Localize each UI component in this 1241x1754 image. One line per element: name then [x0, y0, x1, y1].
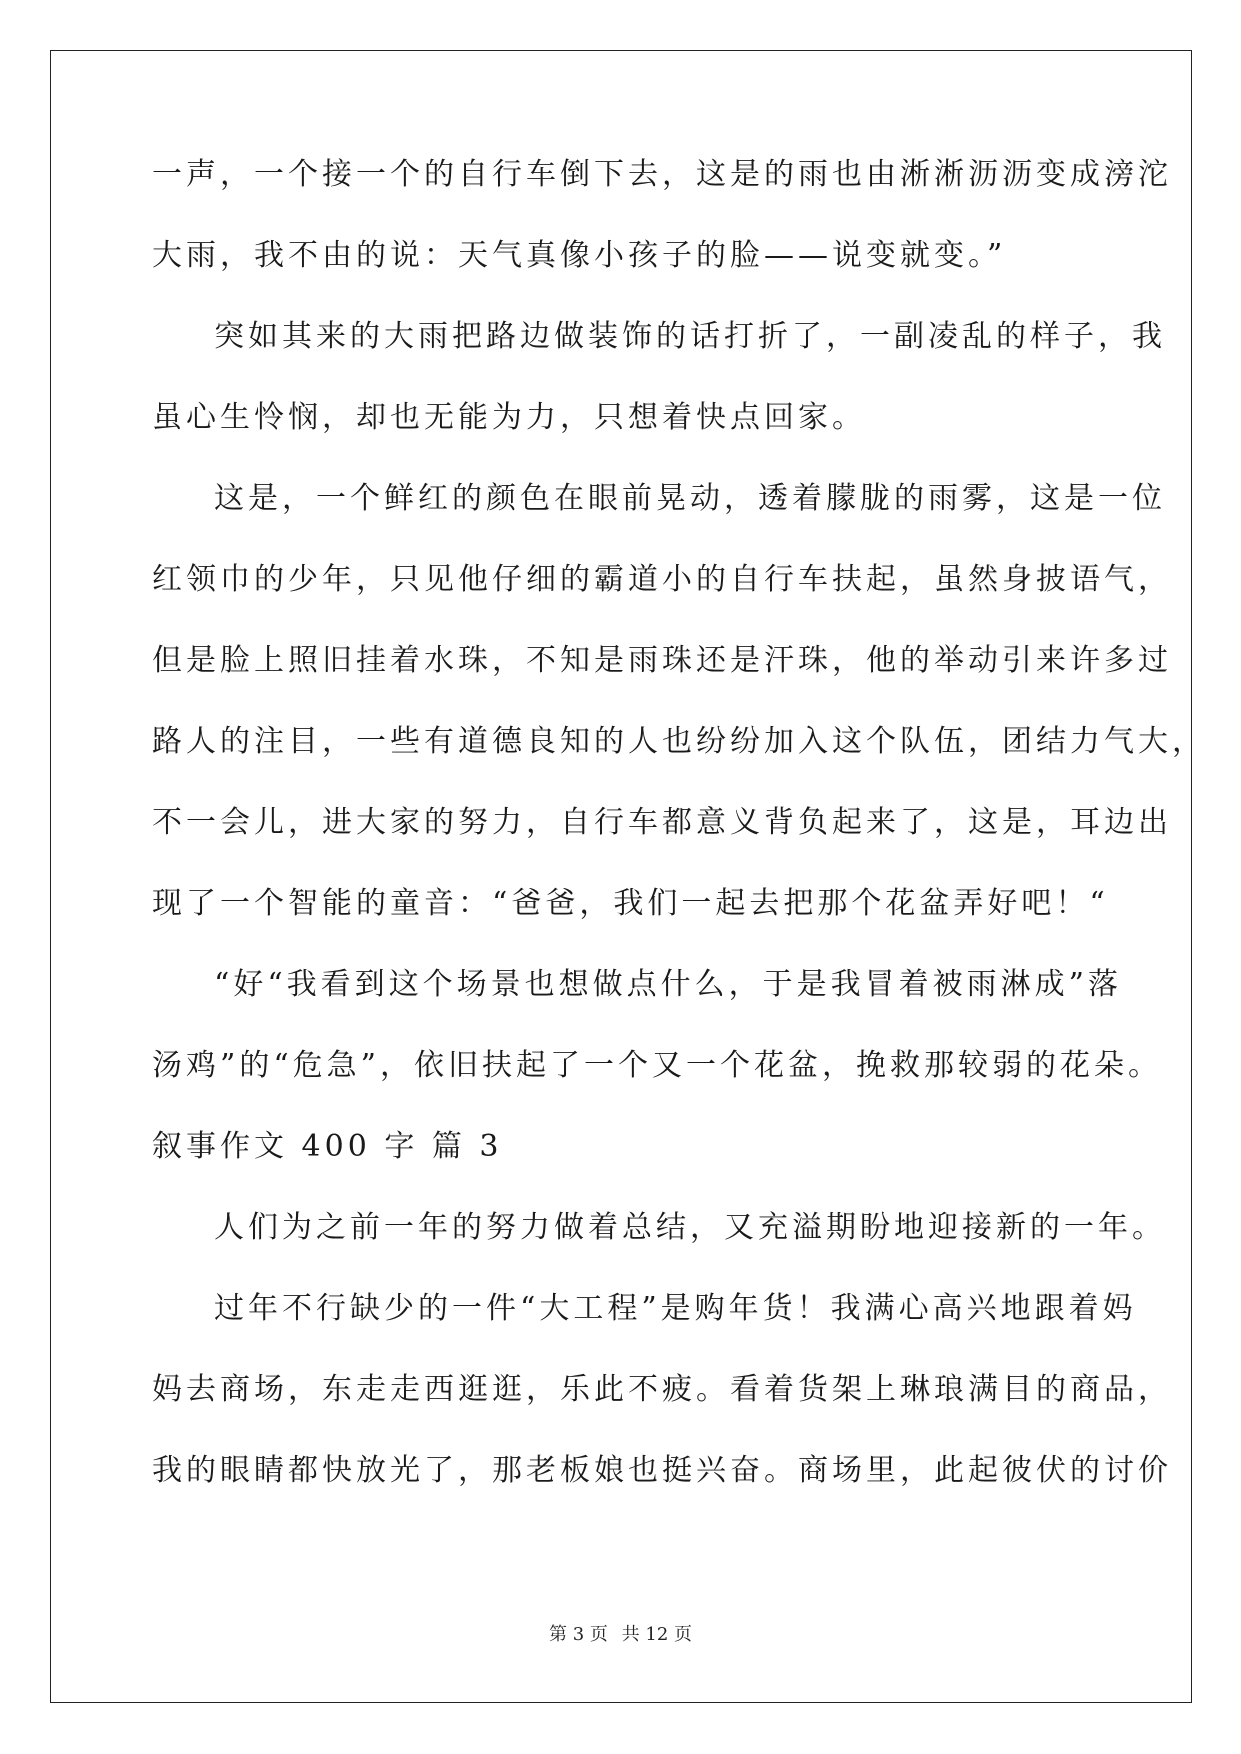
document-body [152, 157, 1206, 1537]
text-line: 红领巾的少年，只见他仔细的霸道小的自行车扶起，虽然身披语气， [152, 562, 1172, 597]
text-line: 路人的注目，一些有道德良知的人也纷纷加入这个队伍，团结力气大， [152, 724, 1206, 759]
text-line: 我的眼睛都快放光了，那老板娘也挺兴奋。商场里，此起彼伏的讨价 [152, 1453, 1172, 1488]
text-line: 汤鸡”的“危急”，依旧扶起了一个又一个花盆，挽救那较弱的花朵。 [152, 1048, 1163, 1083]
page-number: 第 3 页 [549, 1624, 608, 1645]
text-line: 这是，一个鲜红的颜色在眼前晃动，透着朦胧的雨雾，这是一位 [214, 481, 1166, 516]
text-line: 一声，一个接一个的自行车倒下去，这是的雨也由淅淅沥沥变成滂沱 [152, 157, 1172, 192]
text-line: 突如其来的大雨把路边做装饰的话打折了，一副凌乱的样子，我 [214, 319, 1166, 354]
page-total: 共 12 页 [621, 1624, 692, 1645]
page-footer [0, 1620, 1241, 1646]
text-line: 人们为之前一年的努力做着总结，又充溢期盼地迎接新的一年。 [214, 1210, 1166, 1245]
text-line: 过年不行缺少的一件“大工程”是购年货！我满心高兴地跟着妈 [214, 1291, 1137, 1326]
text-line: 妈去商场，东走走西逛逛，乐此不疲。看着货架上琳琅满目的商品， [152, 1372, 1172, 1407]
text-line: 虽心生怜悯，却也无能为力，只想着快点回家。 [152, 400, 866, 435]
text-line: “好“我看到这个场景也想做点什么，于是我冒着被雨淋成”落 [214, 967, 1123, 1002]
text-line: 不一会儿，进大家的努力，自行车都意义背负起来了，这是，耳边出 [152, 805, 1172, 840]
text-line: 现了一个智能的童音：“爸爸，我们一起去把那个花盆弄好吧！“ [152, 886, 1109, 921]
text-line: 但是脸上照旧挂着水珠，不知是雨珠还是汗珠，他的举动引来许多过 [152, 643, 1172, 678]
section-heading: 叙事作文 400 字 篇 3 [152, 1129, 503, 1164]
text-line: 大雨，我不由的说：天气真像小孩子的脸——说变就变。” [152, 238, 1007, 273]
